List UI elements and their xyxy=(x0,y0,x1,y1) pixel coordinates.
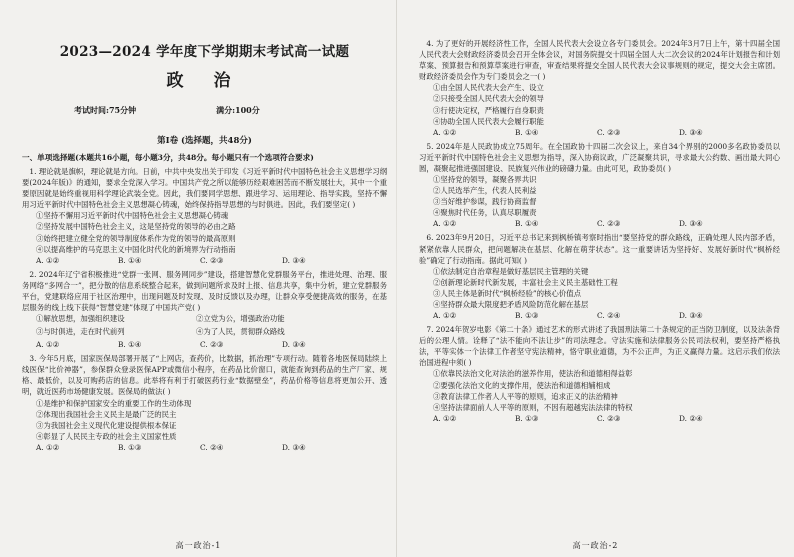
question-stem: 6. 2023年9月20日，习近平总书记来到枫桥镇考察时指出“要坚持党的群众路线，正确处理人民内部矛盾，紧紧依靠人民群众，把问题解决在基层、化解在萌芽状态”。这一重要讲话为坚持好、发展好新时代“枫桥经验”确定了行动指南。据此可知( ) xyxy=(419,233,780,265)
option-4: ④协助全国人民代表大会履行职能 xyxy=(433,116,544,126)
choice-c: C. ②③ xyxy=(200,255,224,265)
choice-d: D. ③④ xyxy=(282,340,306,350)
option-4: ④聚焦时代任务，认真尽职履责 xyxy=(433,208,537,218)
answer-choices xyxy=(36,255,387,267)
subject-title: 政 治 xyxy=(166,71,243,91)
choice-b: B. ①③ xyxy=(515,311,539,321)
question-2 xyxy=(22,269,387,351)
choice-b: B. ①④ xyxy=(515,219,539,229)
choice-c: C. ②③ xyxy=(597,127,621,137)
choice-c: C. ②③ xyxy=(597,413,621,423)
question-stem: 4. 为了更好的开展经济性工作，全国人民代表大会设立各专门委员会。2024年3月7日上午，第十四届全国人民代表大会财政经济委员会召开全体会议，对国务院提交十四届全国人大二次会议的2024年计划报告和计划草案、预算报告和预算草案进行审查，审查结果将提交全国人民代表大会议事规则的规定，提交大会主席团。财政经济委员会作为专门委员会之一( ) xyxy=(419,39,780,82)
question-7 xyxy=(419,324,780,425)
answer-choices xyxy=(433,127,780,139)
choice-d: D. ③④ xyxy=(282,442,306,452)
option-row xyxy=(36,313,387,325)
question-1 xyxy=(22,166,387,267)
exam-time: 考试时间:75分钟 xyxy=(74,105,137,115)
question-stem: 2. 2024年辽宁省积极推进“党群一张网、服务网同步”建设，搭建智慧化党群服务平台，推进处理、治理、服务网络“多网合一”，把分散的信息系统整合起来，做到问题所求及时上报、信息共享，集中分析，建立党群服务平台，党建联络应用于社区治理中，出现问题及时发现、及时反馈以及办理，让群众享受便捷高效的服务，在基层服务的线上线下获得“智慧党建”体现了中国共产党( ) xyxy=(22,269,387,313)
option-1: ①坚持党的领导，凝聚各界共识 xyxy=(433,175,537,185)
option-1: ①由全国人民代表大会产生、设立 xyxy=(433,83,544,93)
question-6 xyxy=(419,232,780,322)
option-4: ④坚持群众最大限度把矛盾风险防范化解在基层 xyxy=(433,299,589,309)
choice-c: C. ②③ xyxy=(200,340,224,350)
option-4: ④为了人民，贯彻群众路线 xyxy=(196,327,285,337)
option-1: ①依靠民法治文化对法治的滋养作用，使法治和道德相得益彰 xyxy=(433,369,633,379)
page-footer: 高一政治-2 xyxy=(572,541,619,550)
choice-a: A. ①② xyxy=(36,340,60,350)
answer-choices xyxy=(433,310,780,322)
option-4: ④坚持法律面前人人平等的原则，不因有超越宪法法律的特权 xyxy=(433,402,633,412)
option-2: ②要强化法治文化的支撑作用，使法治和道德相辅相成 xyxy=(433,380,611,390)
option-2: ②只接受全国人民代表大会的领导 xyxy=(433,94,544,104)
option-1: ①依法制定自治章程是做好基层民主管理的关键 xyxy=(433,266,589,276)
question-stem: 7. 2024年贺岁电影《第二十条》通过艺术的形式讲述了我国刑法第二十条规定的正当防卫制度，以及法条背后的公理人情。诠释了“法不能向不法让步”的司法理念。守法实施和法律服务公民司法权利，要坚持严格执法，平等实体一个法律工作者坚守宪法精神，恪守职业道德，为不公正声，为正义赢得力量。这启示我们依法治国进程中须( ) xyxy=(419,325,780,368)
option-2: ②坚持发展中国特色社会主义，这是坚持党的领导的必由之路 xyxy=(36,222,236,232)
question-stem: 5. 2024年是人民政协成立75周年。在全国政协十四届二次会议上，来自34个界别的2000多名政协委员以习近平新时代中国特色社会主义思想为指导，深入协商议政，广泛凝聚共识，寻求最大公约数、画出最大同心圆，凝聚起推进强国建设、民族复兴伟业的磅礴力量。由此可见，政协委员( ) xyxy=(419,141,780,173)
choice-b: B. ①④ xyxy=(118,340,142,350)
choice-a: A. ①② xyxy=(433,127,457,137)
choice-d: D. ③④ xyxy=(282,255,306,265)
option-2: ②创新理论新时代新发展，丰富社会主义民主基础性工程 xyxy=(433,277,618,287)
option-3: ③人民主体是新时代“枫桥经验”的核心价值点 xyxy=(433,288,581,298)
question-5 xyxy=(419,141,780,231)
option-1: ①解放思想，加强组织建设 xyxy=(36,314,125,324)
question-stem: 1. 理论就是旗帜，理论就是方向。日前，中共中央发出关于印发《习近平新时代中国特色社会主义思想学习纲要(2024年版)》的通知，要求全党深入学习。中国共产党之所以能够历经艰难困苦而不断发展壮大，其中一个重要原因就是始终重视用科学理论武装全党。因此，我们要同学思想、跟进学习、运用理论、指导实践，坚持不懈用习近平新时代中国特色社会主义思想凝心铸魂，始终保持指导思想的与时俱进。因此，我们要坚定( ) xyxy=(22,167,387,210)
page-footer: 高一政治-1 xyxy=(175,541,222,550)
option-row xyxy=(36,326,387,338)
question-stem: 3. 今年5月底，国家医保局部署开展了“上网店，查药价，比数据，抓治理”专项行动。随着各地医保局陆续上线医保“比价神器”，参保群众登录医保APP或微信小程序，在药品比价窗口，就能查询到药品的生产厂家、规格、最低价，以及可购药店的信息。此举将有利于打破医药行业“数据壁垒”，药品价格等信息将更加公开、透明，就近医药市场健康发展。医保局的做法( ) xyxy=(22,354,387,397)
choice-c: C. ②④ xyxy=(200,442,224,452)
choice-d: D. ②④ xyxy=(679,413,703,423)
part-heading: 第Ⅰ卷 (选择题，共48分) xyxy=(157,136,252,146)
option-4: ④以提高维护的马克思主义中国化时代化的新境界为行动指南 xyxy=(36,244,236,254)
answer-choices xyxy=(36,339,387,351)
choice-b: B. ①④ xyxy=(118,255,142,265)
option-2: ②人民选举产生，代表人民利益 xyxy=(433,186,537,196)
choice-d: D. ③④ xyxy=(679,127,703,137)
option-1: ①坚持不懈用习近平新时代中国特色社会主义思想凝心铸魂 xyxy=(36,211,229,221)
option-2: ②体现出我国社会主义民主是最广泛的民主 xyxy=(36,409,177,419)
choice-d: D. ③④ xyxy=(679,311,703,321)
answer-choices xyxy=(36,442,387,454)
question-3 xyxy=(22,353,387,454)
choice-a: A. ①② xyxy=(36,255,60,265)
question-4 xyxy=(419,38,780,139)
exam-title: 2023—2024 学年度下学期期末考试高一试题 xyxy=(59,44,350,60)
option-3: ③与时俱进，走在时代前列 xyxy=(36,327,125,337)
choice-b: B. ①③ xyxy=(515,413,539,423)
choice-d: D. ③④ xyxy=(679,219,703,229)
option-3: ③始终把建立健全党的领导制度体系作为党的领导的最高原则 xyxy=(36,233,236,243)
option-4: ④彰显了人民民主专政的社会主义国家性质 xyxy=(36,431,177,441)
choice-b: B. ①③ xyxy=(118,442,142,452)
choice-c: C. ②④ xyxy=(597,311,621,321)
answer-choices xyxy=(433,413,780,425)
option-3: ③为我国社会主义现代化建设提供根本保证 xyxy=(36,420,177,430)
choice-a: A. ①② xyxy=(433,311,457,321)
option-2: ②立党为公，增强政治功能 xyxy=(196,314,285,324)
page-right xyxy=(397,0,794,557)
exam-meta xyxy=(22,105,387,116)
choice-b: B. ①④ xyxy=(515,127,539,137)
option-3: ③教育法律工作者人人平等的原则，追求正义的法治精神 xyxy=(433,391,618,401)
choice-a: A. ①② xyxy=(433,413,457,423)
answer-choices xyxy=(433,218,780,230)
choice-c: C. ②③ xyxy=(597,219,621,229)
option-3: ③当好维护参谋，践行协商监督 xyxy=(433,197,537,207)
option-1: ①是维护和保护国家安全的重要工作的生动体现 xyxy=(36,398,192,408)
choice-a: A. ①② xyxy=(433,219,457,229)
section-heading: 一、单项选择题(本题共16小题，每小题3分，共48分。每小题只有一个选项符合要求) xyxy=(22,153,314,162)
choice-a: A. ①② xyxy=(36,442,60,452)
option-3: ③行使决定权，严格履行自身职责 xyxy=(433,105,544,115)
exam-score: 满分:100分 xyxy=(216,105,260,115)
